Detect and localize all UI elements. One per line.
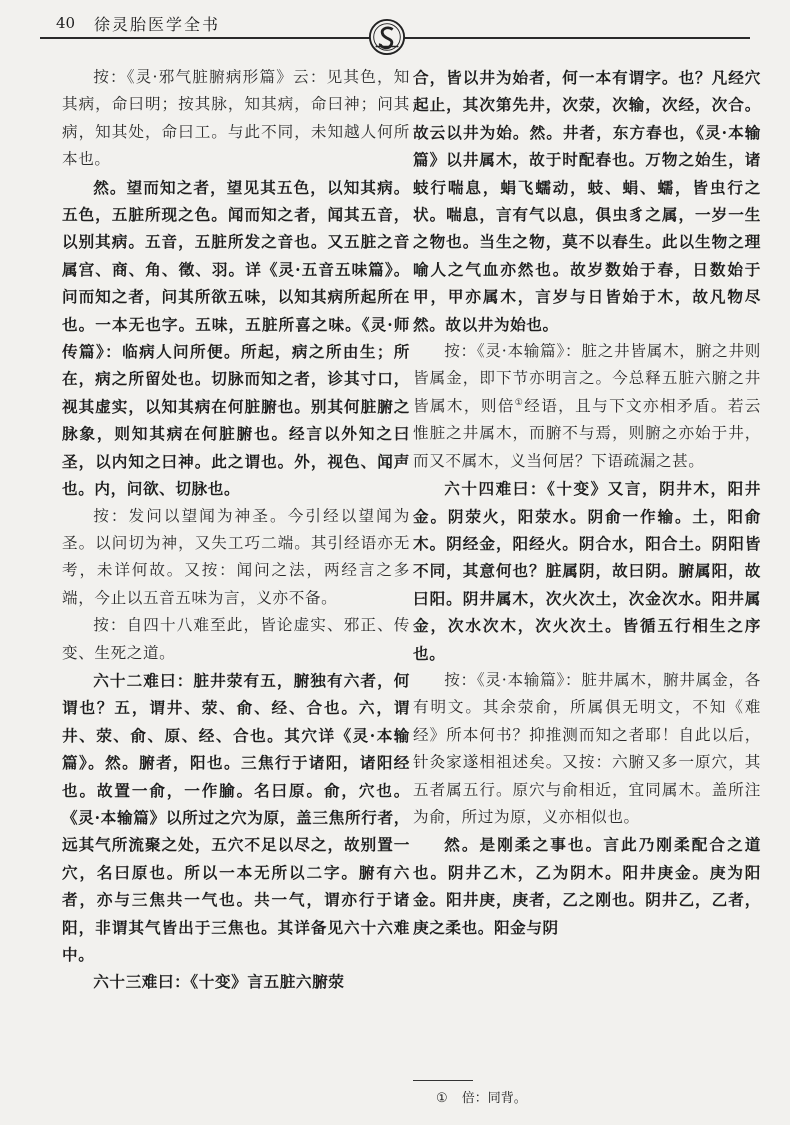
paragraph-text-continued: 经语，且与下文亦相矛盾。若云惟脏之井属木，而腑不与焉，则腑之亦始于井，而又不属木，义当何居？下语疏漏之甚。 [413,396,761,470]
paragraph-text: 合，皆以井为始者，何一本有谓字。也？凡经穴起止，其次第先井，次荥，次输，次经，次合。故云以井为始。然。井者，东方春也，《灵·本输篇》以井属木，故于时配春也。万物之始生，诸蚑行喘息，蜎飞蠕动，蚑、蜎、蠕，皆虫行之状。喘息，言有气以息，俱虫豸之属，一岁一生之物也。当生之物，莫不以春生。此以生物之理喻人之气血亦然也。故岁数始于春，日数始于甲，甲亦属木，言岁与日皆始于木，故凡物尽然。故以井为始也。 [413,68,761,334]
paragraph-text: 曰：《十变》言五脏六腑荥 [157,972,345,992]
commentary-paragraph [413,338,761,475]
footnote-reference: ① [514,397,525,408]
paragraph-text: 然。望而知之者，望见其五色，以知其病。五色，五脏所现之色。闻而知之者，闻其五音，以别其病。五音，五脏所发之音也。又五脏之音属宫、商、角、徵、羽。详《灵·五音五味篇》。问而知之者，问其所欲五味，以知其病所起所在也。一本无也字。五味，五脏所喜之味。《灵·师传篇》：临病人问所便。所起，病之所由生；所在，病之所留处也。切脉而知之者，诊其寸口，视其虚实，以知其病在何脏腑也。别其何脏腑之脉象，则知其病在何脏腑也。经言以外知之曰圣，以内知之曰神。此之谓也。外，视色、闻声也。内，问欲、切脉也。 [62,177,410,499]
commentary-paragraph [62,64,410,174]
body-paragraph [413,64,761,338]
chapter-heading: 六十三难 [93,972,158,992]
chapter-heading: 六十四难 [444,479,513,499]
paragraph-text: 然。是刚柔之事也。言此乃刚柔配合之道也。阴井乙木，乙为阴木。阳井庚金。庚为阳金。阳井庚，庚者，乙之刚也。阴井乙，乙者，庚之柔也。阳金与阴 [413,835,761,937]
commentary-paragraph [62,503,410,613]
body-paragraph [413,831,761,941]
paragraph-text: 按：《灵·本输篇》：脏井属木，腑井属金，各有明文。其余荥俞，所属俱无明文，不知《难经》所本何书？抑推测而知之者耶！自此以后，针灸家遂相祖述矣。又按：六腑又多一原穴，其五者属五行。原穴与俞相近，宜同属木。盖所注为俞，所过为原，义亦相似也。 [413,670,761,826]
body-paragraph [62,667,410,968]
chapter-heading: 六十二难 [93,670,160,690]
paragraph-text: 按：发问以望闻为神圣。今引经以望闻为圣。以问切为神，又失工巧二端。其引经语亦无考，未详何故。又按：闻问之法，两经言之多端，今止以五音五味为言，义亦不备。 [62,506,410,607]
footnote-rule [413,1080,473,1081]
commentary-paragraph [413,667,761,831]
body-paragraph [62,968,410,995]
paragraph-text: 按：《灵·邪气脏腑病形篇》云：见其色，知其病，命曰明；按其脉，知其病，命曰神；问其病，知其处，命曰工。与此不同，未知越人何所本也。 [62,68,410,169]
footnote-mark: ① [436,1091,448,1106]
body-paragraph [62,174,410,503]
paragraph-text: 曰：《十变》又言，阴井木，阳井金。阴荥火，阳荥水。阴俞一作输。土，阳俞木。阴经金，阳经火。阴合水，阳合土。阴阳皆不同，其意何也？脏属阴，故曰阴。腑属阳，故曰阳。阴井属木，次火次土，次金次水。阳井属金，次水次木，次火次土。皆循五行相生之序也。 [413,479,762,663]
paragraph-text: 按：《灵·本输篇》：脏之井皆属木，腑之井则皆属金，即下节亦明言之。今总释五脏六腑之井皆属木，则倍 [413,342,761,415]
body-paragraph [413,475,761,667]
paragraph-text: 曰：脏井荥有五，腑独有六者，何谓也？五，谓井、荥、俞、经、合也。六，谓井、荥、俞、原、经、合也。其穴详《灵·本输篇》。然。腑者，阳也。三焦行于诸阳，诸阳经也。故置一俞，一作腧。名曰原。俞，穴也。《灵·本输篇》以所过之穴为原，盖三焦所行者，远其气所流聚之处，五穴不足以尽之，故别置一穴，名曰原也。所以一本无所以二字。腑有六者，亦与三焦共一气也。共一气，谓亦行于诸阳，非谓其气皆出于三焦也。其详备见六十六难中。 [62,670,410,964]
publisher-seal-icon [368,18,406,56]
page-header [0,0,790,50]
paragraph-text: 按：自四十八难至此，皆论虚实、邪正、传变、生死之道。 [62,616,410,662]
page-number: 40 [56,14,76,32]
left-text-column [62,64,410,996]
footnote [436,1087,527,1106]
commentary-paragraph [62,612,410,667]
footnote-text: 倍：同背。 [461,1091,527,1106]
right-text-column [413,64,761,941]
book-title: 徐灵胎医学全书 [94,15,221,34]
